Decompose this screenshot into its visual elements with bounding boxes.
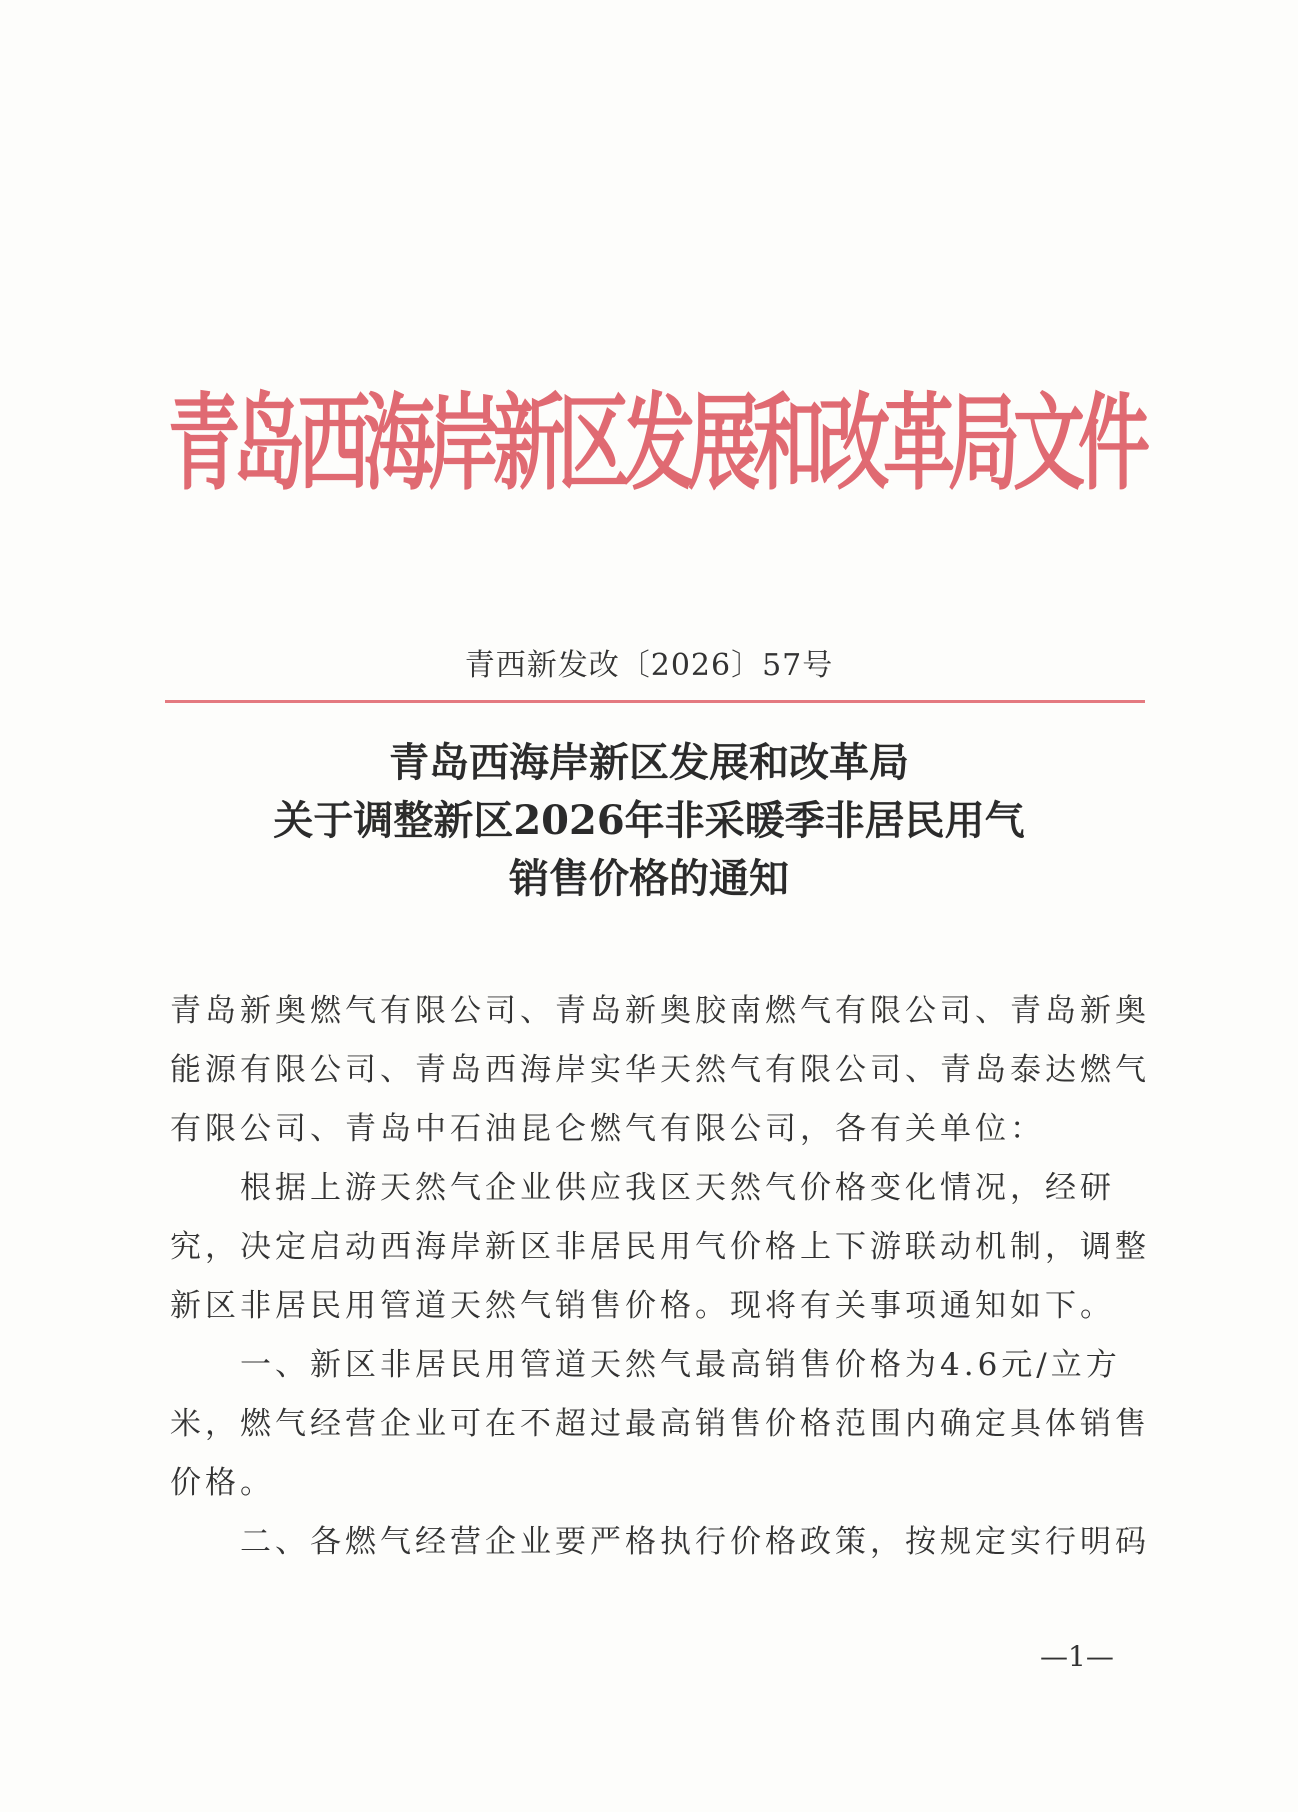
notice-body <box>170 982 1150 1572</box>
body-line: 一、新区非居民用管道天然气最高销售价格为4.6元/立方 <box>240 1347 1121 1383</box>
body-line: 能源有限公司、青岛西海岸实华天然气有限公司、青岛泰达燃气 <box>170 1052 1150 1088</box>
title-line-1: 青岛西海岸新区发展和改革局 <box>389 739 909 786</box>
body-line: 根据上游天然气企业供应我区天然气价格变化情况，经研 <box>240 1170 1115 1206</box>
body-line: 有限公司、青岛中石油昆仑燃气有限公司，各有关单位： <box>170 1111 1045 1147</box>
document-number: 青西新发改〔2026〕57号 <box>464 648 834 683</box>
body-line: 青岛新奥燃气有限公司、青岛新奥胶南燃气有限公司、青岛新奥 <box>170 993 1150 1029</box>
notice-title <box>0 734 1298 908</box>
body-line: 二、各燃气经营企业要严格执行价格政策，按规定实行明码 <box>240 1524 1150 1560</box>
body-line: 新区非居民用管道天然气销售价格。现将有关事项通知如下。 <box>170 1288 1115 1324</box>
body-line: 价格。 <box>170 1465 275 1501</box>
issuer-header: 青岛西海岸新区发展和改革局文件 <box>168 380 1144 504</box>
body-line: 究，决定启动西海岸新区非居民用气价格上下游联动机制，调整 <box>170 1229 1150 1265</box>
title-line-2: 关于调整新区2026年非采暖季非居民用气 <box>273 797 1025 844</box>
red-divider-line <box>165 700 1145 703</box>
title-line-3: 销售价格的通知 <box>509 855 789 902</box>
body-line: 米，燃气经营企业可在不超过最高销售价格范围内确定具体销售 <box>170 1406 1150 1442</box>
page-number: —1— <box>1040 1640 1114 1673</box>
